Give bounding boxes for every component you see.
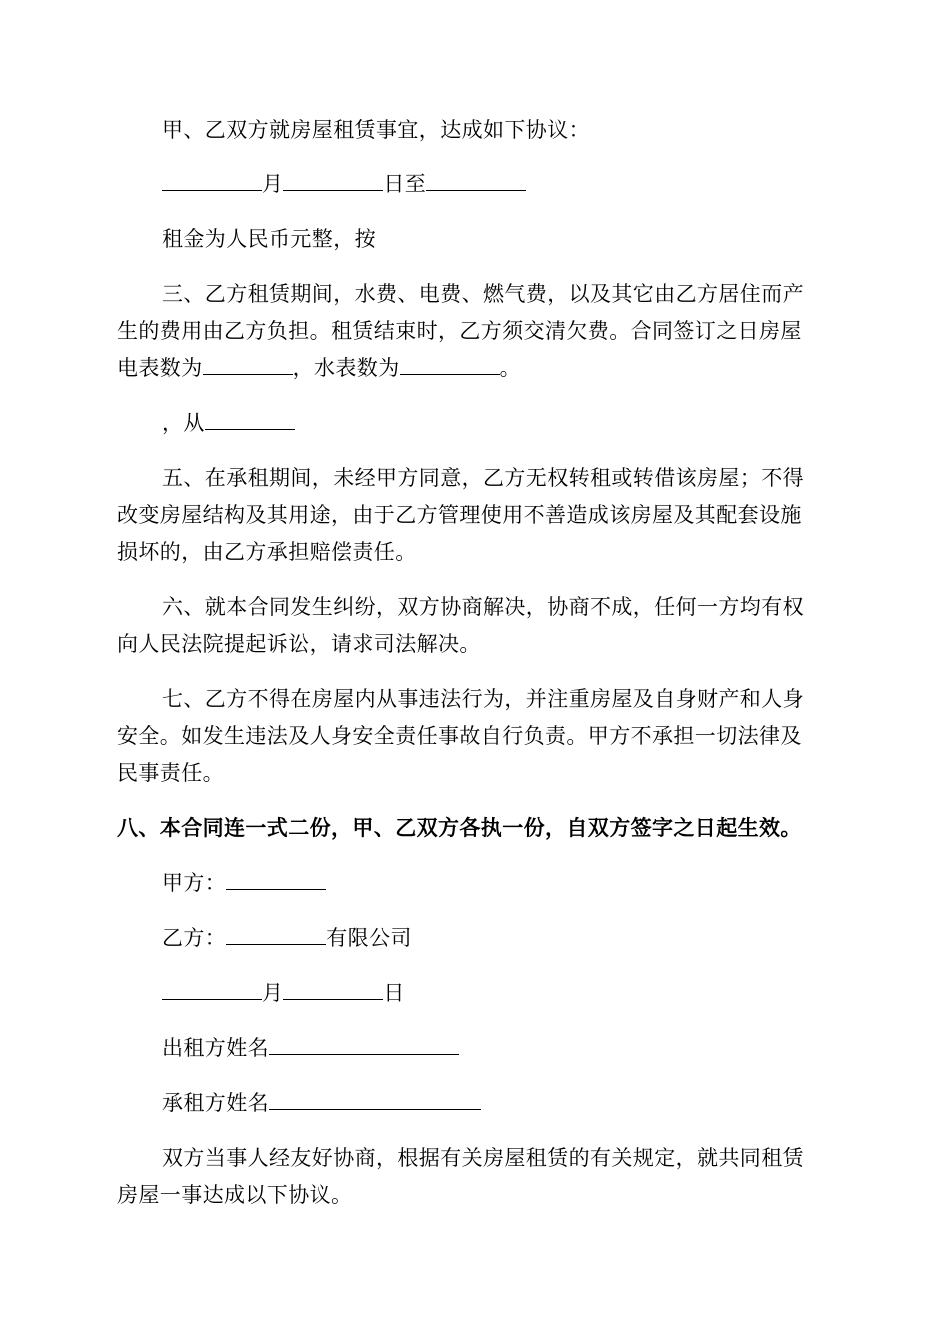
paragraph-agreement-intro — [117, 114, 878, 146]
blank-field[interactable] — [269, 1032, 459, 1055]
period-mark: 。 — [499, 356, 522, 380]
clause-6-line-1 — [117, 591, 878, 623]
paragraph-text: 损坏的，由乙方承担赔偿责任。 — [117, 540, 417, 564]
paragraph-text: 甲、乙双方就房屋租赁事宜，达成如下协议： — [162, 118, 590, 142]
paragraph-text: 六、就本合同发生纠纷，双方协商解决，协商不成，任何一方均有权 — [162, 595, 804, 619]
company-suffix: 有限公司 — [326, 926, 412, 950]
party-a-line — [117, 867, 878, 899]
lessee-name-line — [117, 1087, 878, 1119]
closing-line-2 — [117, 1179, 833, 1211]
blank-field[interactable] — [400, 352, 500, 375]
from-line — [117, 407, 878, 439]
paragraph-text: 民事责任。 — [117, 761, 224, 785]
paragraph-text: 三、乙方租赁期间，水费、电费、燃气费，以及其它由乙方居住而产 — [162, 282, 804, 306]
paragraph-text: 生的费用由乙方负担。租赁结束时，乙方须交清欠费。合同签订之日房屋 — [117, 319, 802, 343]
clause-5-line-3 — [117, 536, 833, 568]
paragraph-text: 改变房屋结构及其用途，由于乙方管理使用不善造成该房屋及其配套设施 — [117, 503, 802, 527]
blank-field[interactable] — [283, 977, 383, 1000]
day-to-label: 日至 — [383, 172, 427, 196]
paragraph-text: 房屋一事达成以下协议。 — [117, 1183, 353, 1207]
blank-field[interactable] — [226, 867, 326, 890]
day-label: 日 — [383, 981, 405, 1005]
clause-7-line-3 — [117, 757, 833, 789]
party-b-line — [117, 922, 878, 954]
party-a-label: 甲方： — [162, 871, 227, 895]
paragraph-text: 七、乙方不得在房屋内从事违法行为，并注重房屋及自身财产和人身 — [162, 687, 804, 711]
blank-field[interactable] — [283, 168, 383, 191]
paragraph-text: 五、在承租期间，未经甲方同意，乙方无权转租或转借该房屋；不得 — [162, 466, 804, 490]
blank-field[interactable] — [226, 922, 326, 945]
clause-7-line-2 — [117, 720, 833, 752]
lessor-name-label: 出租方姓名 — [162, 1036, 269, 1060]
paragraph-text: 租金为人民币元整，按 — [162, 227, 376, 251]
clause-3-line-3 — [117, 352, 833, 384]
month-label: 月 — [262, 172, 284, 196]
blank-field[interactable] — [162, 168, 262, 191]
clause-8-line — [117, 812, 833, 844]
clause-6-line-2 — [117, 628, 833, 660]
party-b-label: 乙方： — [162, 926, 227, 950]
sign-date-line — [117, 977, 878, 1009]
water-meter-label: ，水表数为 — [292, 356, 400, 380]
clause-3-line-1 — [117, 278, 878, 310]
blank-field[interactable] — [203, 352, 293, 375]
lessee-name-label: 承租方姓名 — [162, 1091, 269, 1115]
paragraph-text: 八、本合同连一式二份，甲、乙双方各执一份，自双方签字之日起生效。 — [117, 815, 802, 840]
clause-3-line-2 — [117, 315, 833, 347]
electric-meter-label: 电表数为 — [117, 356, 203, 380]
lessor-name-line — [117, 1032, 878, 1064]
blank-field[interactable] — [269, 1087, 481, 1110]
clause-5-line-1 — [117, 462, 878, 494]
blank-field[interactable] — [205, 407, 295, 430]
closing-line-1 — [117, 1142, 878, 1174]
month-label: 月 — [262, 981, 284, 1005]
paragraph-text: 向人民法院提起诉讼，请求司法解决。 — [117, 632, 481, 656]
clause-7-line-1 — [117, 683, 878, 715]
lease-period-line — [117, 168, 878, 200]
blank-field[interactable] — [426, 168, 526, 191]
blank-field[interactable] — [162, 977, 262, 1000]
from-label: ，从 — [162, 411, 205, 435]
rent-line — [117, 223, 878, 255]
clause-5-line-2 — [117, 499, 833, 531]
paragraph-text: 安全。如发生违法及人身安全责任事故自行负责。甲方不承担一切法律及 — [117, 724, 802, 748]
paragraph-text: 双方当事人经友好协商，根据有关房屋租赁的有关规定，就共同租赁 — [162, 1146, 804, 1170]
